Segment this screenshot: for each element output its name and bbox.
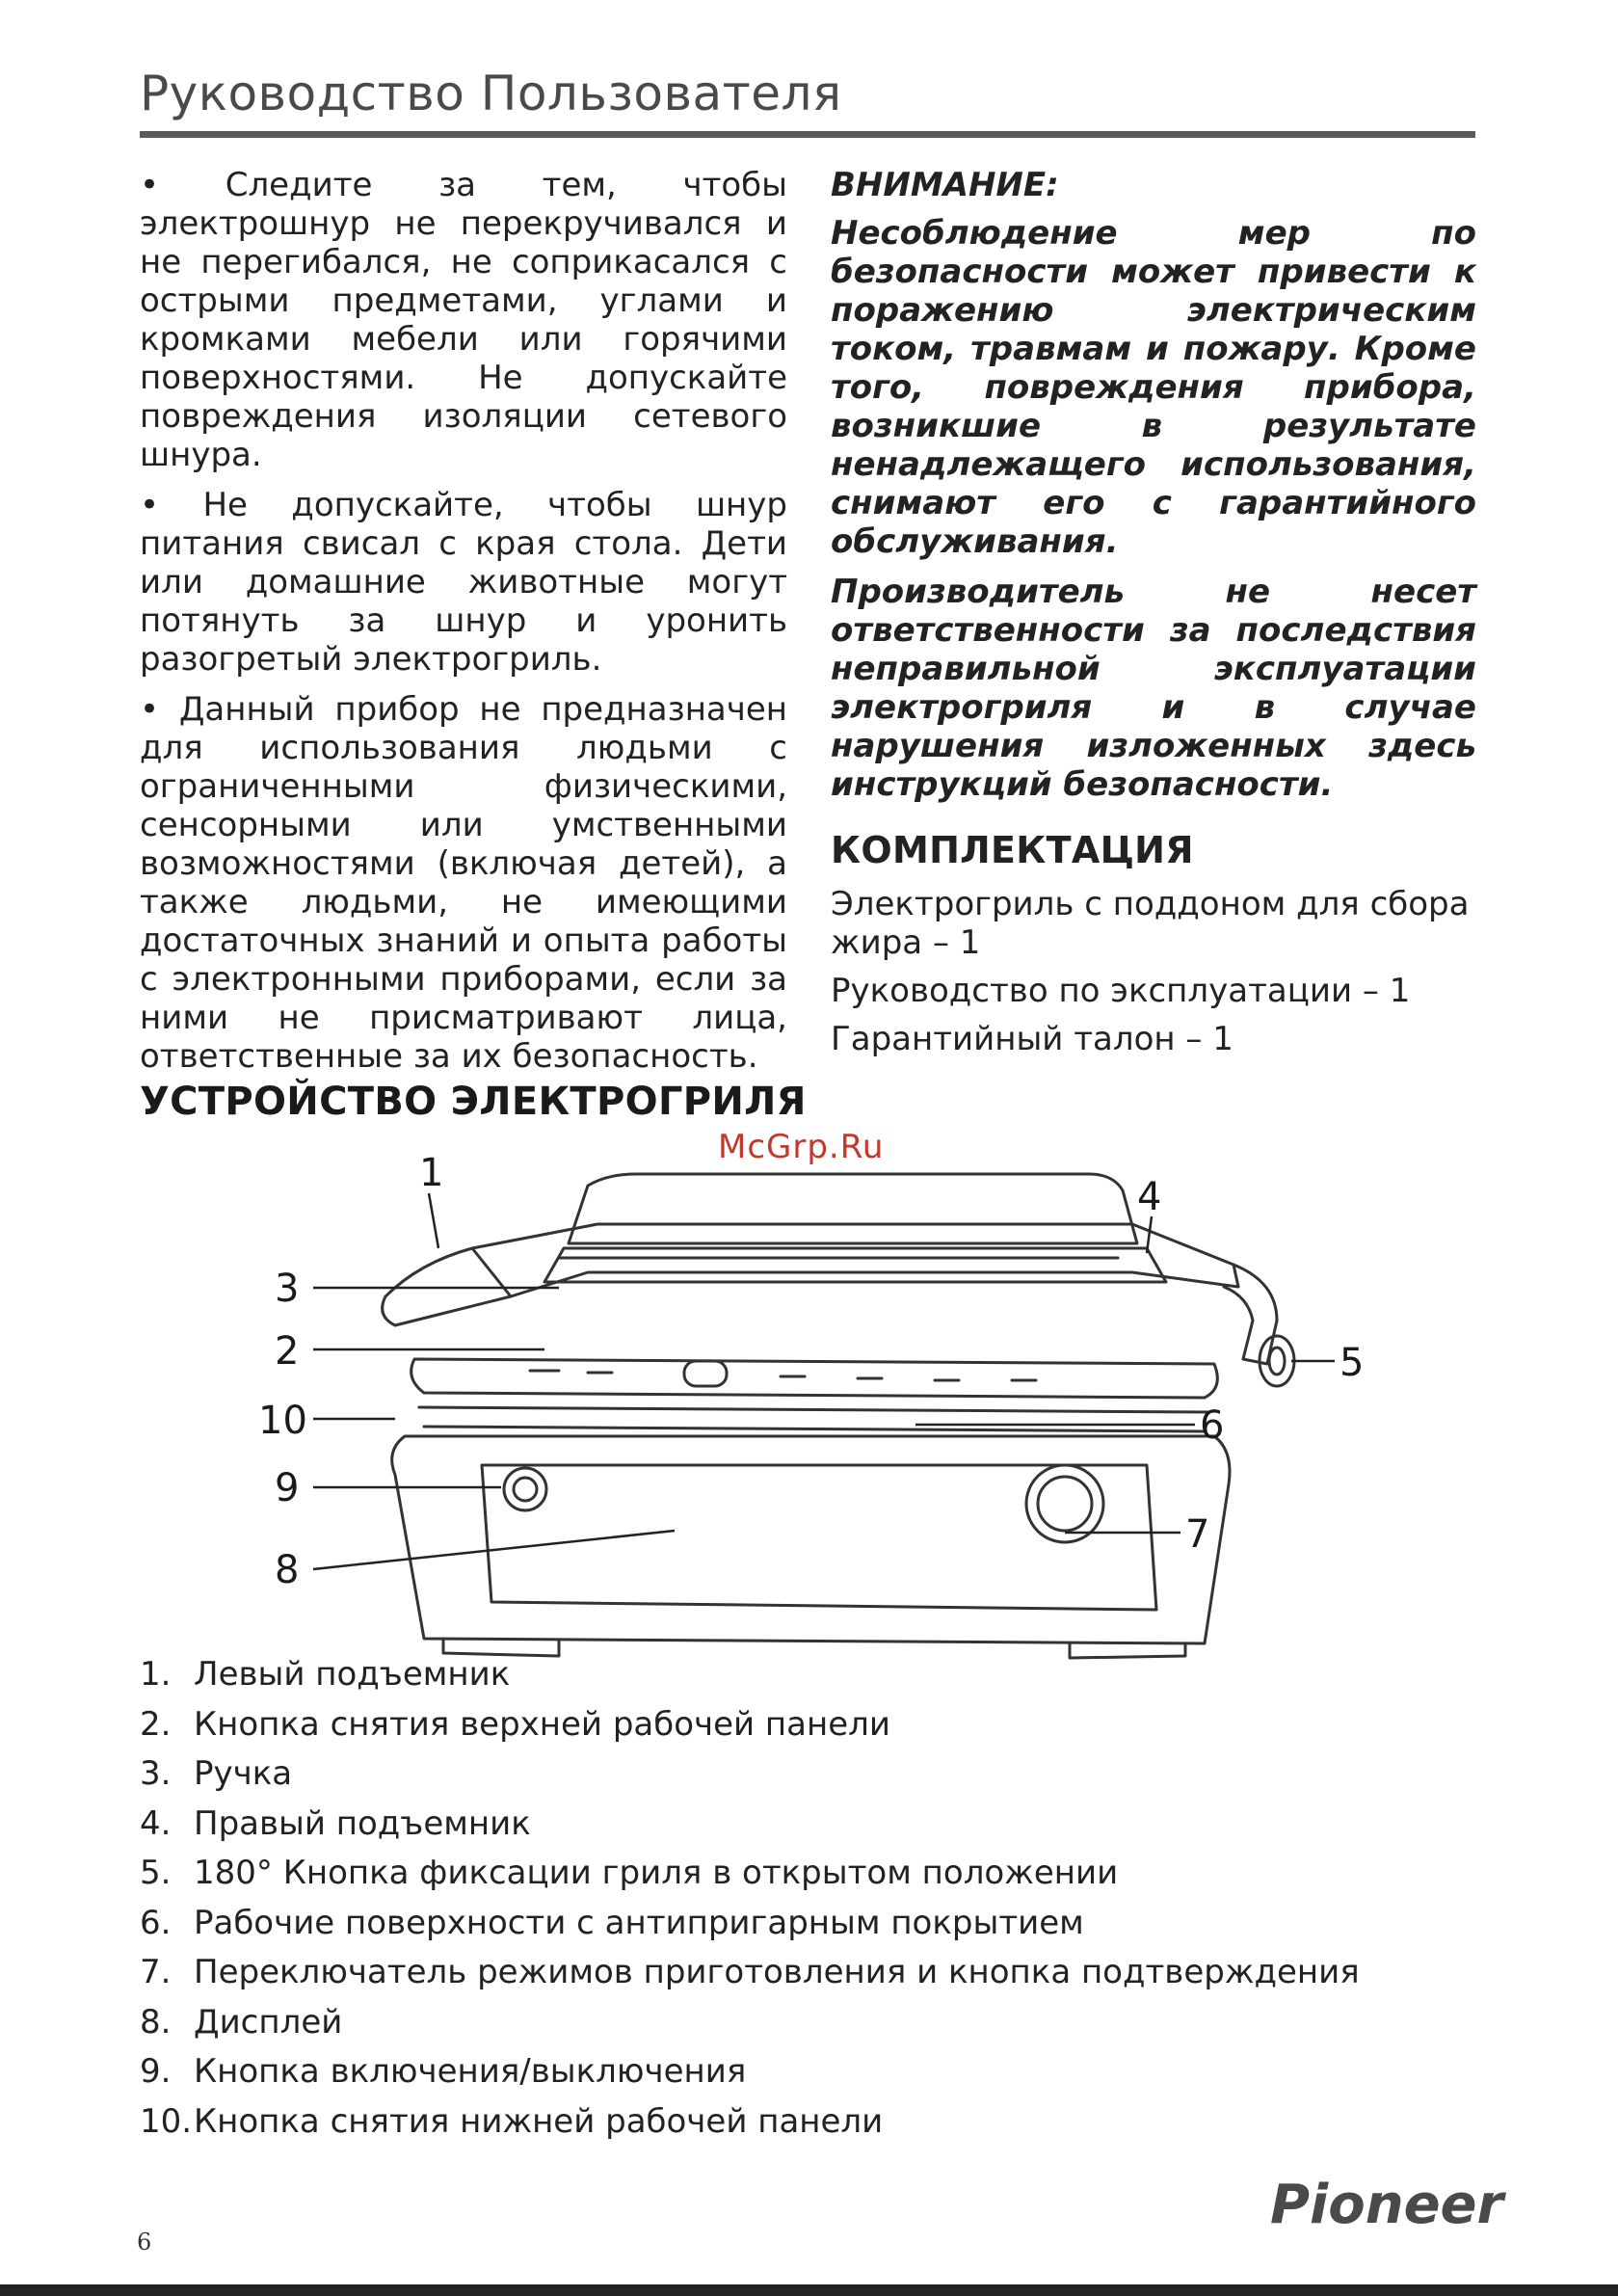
list-item-label: Кнопка снятия нижней рабочей панели [194,2101,884,2141]
right-lifter [1224,1265,1277,1364]
kit-item: Гарантийный талон – 1 [831,1020,1233,1058]
callout-2: 2 [275,1329,300,1374]
callout-9: 9 [275,1466,300,1510]
kit-item: Электрогриль с поддоном для сбора жира – 1 [831,885,1470,962]
safety-paragraph: • Данный прибор не предназначен для использования людьми с ограниченными физическими, сенсорными или умственными возможностями (включая детей), а также людьми, не имеющими достаточных знаний и опыта работы с электронными приборами, если за ними не присматривают лица, ответственные за их безопасность. [140,690,787,1076]
device-section-title: УСТРОЙСТВО ЭЛЕКТРОГРИЛЯ [140,1080,807,1124]
callout-7: 7 [1185,1512,1210,1557]
warning-text: Производитель не несет ответственности за последствия неправильной эксплуатации электрогриля и в случае нарушения изложенных здесь инструкций безопасности. [831,573,1476,804]
list-item-number: 8. [140,2002,172,2042]
list-item-number: 6. [140,1903,172,1942]
grill-handle [472,1224,1238,1296]
parts-list [140,1650,1393,2147]
list-item-label: Кнопка снятия верхней рабочей панели [194,1704,890,1744]
grill-diagram [241,1151,1365,1610]
callout-8: 8 [275,1548,300,1592]
lock-knob [1260,1336,1294,1386]
list-item [140,1899,1393,1949]
safety-column [140,166,787,1087]
display-panel [482,1465,1156,1610]
list-item-number: 9. [140,2052,172,2091]
kit-item: Руководство по эксплуатации – 1 [831,972,1411,1010]
list-item [140,1700,1393,1750]
list-item-number: 1. [140,1655,172,1694]
warning-title: ВНИМАНИЕ: [831,166,1059,204]
safety-paragraph: • Следите за тем, чтобы электрошнур не перекручивался и не перегибался, не соприкасался с острыми предметами, углами и кромками мебели или горячими поверхностями. Не допускайте повреждения изоляции сетевого шнура. [140,166,787,474]
list-item-label: Рабочие поверхности с антипригарным покрытием [194,1903,1084,1942]
list-item-number: 2. [140,1704,172,1744]
kit-title: КОМПЛЕКТАЦИЯ [831,829,1194,871]
list-item [140,1998,1393,2048]
header-rule [140,131,1475,138]
list-item [140,2097,1393,2148]
list-item-label: 180° Кнопка фиксации гриля в открытом положении [194,1854,1119,1892]
list-item [140,1948,1393,1998]
list-item-label: Правый подъемник [194,1803,531,1843]
page-header-title: Руководство Пользователя [140,66,842,121]
list-item [140,1749,1393,1800]
list-item-label: Левый подъемник [194,1655,511,1694]
list-item [140,1800,1393,1850]
list-item [140,1650,1393,1700]
callout-6: 6 [1200,1403,1225,1448]
list-item-number: 4. [140,1803,172,1843]
list-item-label: Ручка [194,1754,293,1793]
warning-column [831,166,1476,1068]
grill-lid [569,1174,1137,1243]
list-item-number: 5. [140,1854,172,1892]
callout-3: 3 [275,1267,300,1311]
list-item-number: 3. [140,1754,172,1793]
callout-5: 5 [1339,1341,1365,1385]
list-item [140,1849,1393,1899]
top-release-button [684,1361,727,1386]
callout-10: 10 [258,1399,307,1443]
grill-base [392,1436,1230,1643]
power-button [504,1468,546,1510]
brand-logo: Pioneer [1270,2174,1504,2236]
callout-4: 4 [1137,1175,1162,1219]
list-item-number: 10. [140,2101,193,2141]
list-item-label: Дисплей [194,2002,343,2042]
list-item-label: Кнопка включения/выключения [194,2052,747,2091]
warning-text: Несоблюдение мер по безопасности может привести к поражению электрическим током, травмам и пожару. Кроме того, повреждения прибора, возникшие в результате ненадлежащего использования, снимают его с гарантийного обслуживания. [831,214,1476,561]
watermark: McGrp.Ru [718,1128,885,1166]
bottom-edge [0,2284,1618,2296]
callout-1: 1 [419,1151,444,1195]
safety-paragraph: • Не допускайте, чтобы шнур питания свисал с края стола. Дети или домашние животные могут потянуть за шнур и уронить разогретый электрогриль. [140,486,787,679]
list-item-label: Переключатель режимов приготовления и кнопка подтверждения [194,1953,1360,1991]
list-item [140,2047,1393,2097]
cooking-plates [411,1359,1218,1398]
page-number: 6 [137,2229,152,2256]
list-item-number: 7. [140,1953,172,1991]
